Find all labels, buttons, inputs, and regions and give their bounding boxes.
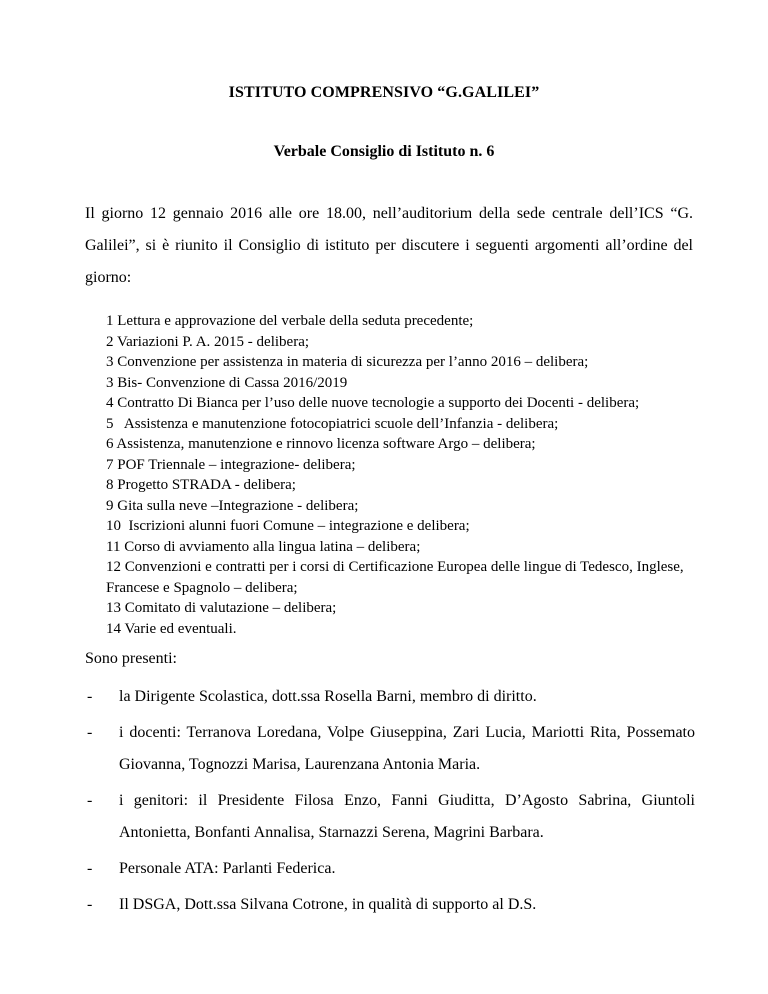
dash-bullet: - xyxy=(87,860,93,877)
agenda-item: 13 Comitato di valutazione – delibera; xyxy=(106,600,337,616)
agenda-item: 1 Lettura e approvazione del verbale della seduta precedente; xyxy=(106,313,474,329)
present-item-text: la Dirigente Scolastica, dott.ssa Rosella Barni, membro di diritto. xyxy=(119,688,537,705)
agenda-list xyxy=(106,311,706,639)
present-item xyxy=(85,717,695,781)
agenda-item: 7 POF Triennale – integrazione- delibera; xyxy=(106,456,356,473)
agenda-item: 3 Convenzione per assistenza in materia di sicurezza per l’anno 2016 – delibera; xyxy=(106,354,589,370)
dash-bullet: - xyxy=(87,688,93,705)
intro-paragraph: Il giorno 12 gennaio 2016 alle ore 18.00, nell’auditorium della sede centrale dell’ICS “G. Galilei”, si è riunito il Consiglio di istituto per discutere i seguenti argomenti all’ordine del giorno: xyxy=(85,205,693,286)
present-item-text: Il DSGA, Dott.ssa Silvana Cotrone, in qualità di supporto al D.S. xyxy=(119,896,537,913)
dash-bullet: - xyxy=(87,724,93,741)
document-subtitle: Verbale Consiglio di Istituto n. 6 xyxy=(273,143,495,160)
agenda-item: 12 Convenzioni e contratti per i corsi di Certificazione Europea delle lingue di Tedesco, Inglese, Francese e Spagnolo – delibera; xyxy=(106,559,684,596)
agenda-item: 2 Variazioni P. A. 2015 - delibera; xyxy=(106,333,310,350)
present-item-text: i docenti: Terranova Loredana, Volpe Giuseppina, Zari Lucia, Mariotti Rita, Possemato Giovanna, Tognozzi Marisa, Laurenzana Antonia Maria. xyxy=(119,724,695,773)
present-item-text: Personale ATA: Parlanti Federica. xyxy=(119,860,336,877)
agenda-item: 3 Bis- Convenzione di Cassa 2016/2019 xyxy=(106,374,348,391)
agenda-item: 6 Assistenza, manutenzione e rinnovo licenza software Argo – delibera; xyxy=(106,436,536,452)
agenda-item: 11 Corso di avviamento alla lingua latina – delibera; xyxy=(106,538,421,555)
agenda-item: 4 Contratto Di Bianca per l’uso delle nuove tecnologie a supporto dei Docenti - delibera; xyxy=(106,395,640,411)
agenda-item: 8 Progetto STRADA - delibera; xyxy=(106,477,296,493)
present-item xyxy=(85,889,695,921)
present-list xyxy=(85,681,695,925)
agenda-item: 10 Iscrizioni alunni fuori Comune – integrazione e delibera; xyxy=(106,518,470,534)
present-item xyxy=(85,853,695,885)
agenda-item: 9 Gita sulla neve –Integrazione - delibera; xyxy=(106,497,359,514)
dash-bullet: - xyxy=(87,792,93,809)
document-title: ISTITUTO COMPRENSIVO “G.GALILEI” xyxy=(228,84,540,101)
agenda-item: 14 Varie ed eventuali. xyxy=(106,620,237,637)
present-item xyxy=(85,785,695,849)
present-item-text: i genitori: il Presidente Filosa Enzo, Fanni Giuditta, D’Agosto Sabrina, Giuntoli Antonietta, Bonfanti Annalisa, Starnazzi Serena, Magrini Barbara. xyxy=(119,792,695,841)
agenda-item: 5 Assistenza e manutenzione fotocopiatrici scuole dell’Infanzia - delibera; xyxy=(106,415,559,432)
present-item xyxy=(85,681,695,713)
present-heading: Sono presenti: xyxy=(85,650,177,667)
dash-bullet: - xyxy=(87,896,93,913)
